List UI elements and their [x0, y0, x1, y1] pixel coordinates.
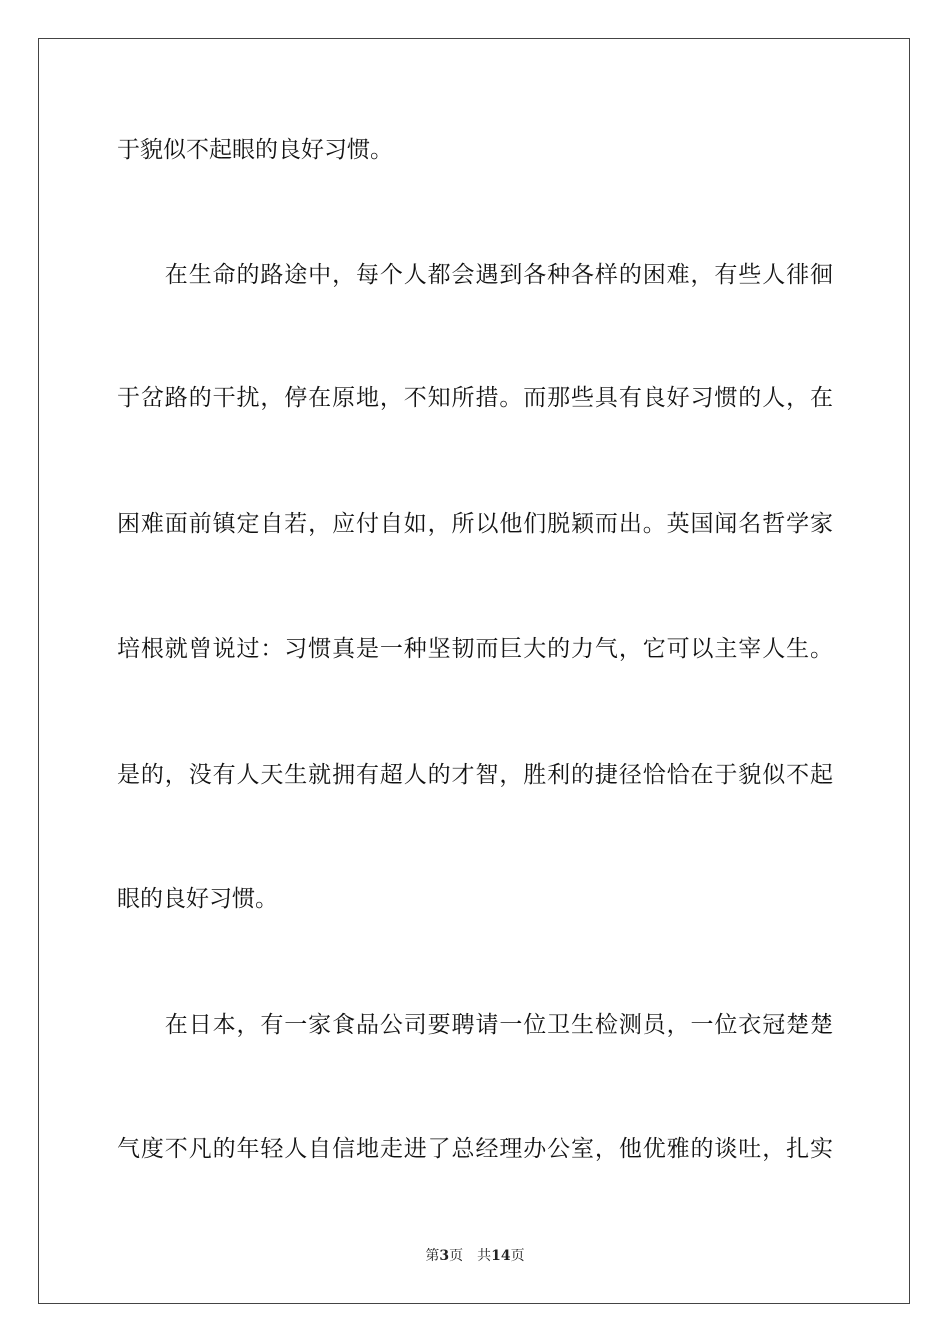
text-line-8: 在日本，有一家食品公司要聘请一位卫生检测员，一位衣冠楚楚	[117, 1012, 833, 1038]
total-suffix: 页	[510, 1248, 525, 1264]
text-line-7: 眼的良好习惯。	[117, 886, 278, 912]
text-line-6: 是的，没有人天生就拥有超人的才智，胜利的捷径恰恰在于貌似不起	[117, 762, 833, 788]
page-number: 3	[439, 1248, 450, 1264]
page-footer	[0, 1247, 950, 1265]
total-prefix: 共	[477, 1248, 492, 1264]
total-pages: 14	[491, 1248, 511, 1264]
text-line-2: 在生命的路途中，每个人都会遇到各种各样的困难，有些人徘徊	[117, 262, 833, 288]
page-suffix: 页	[449, 1248, 464, 1264]
text-line-5: 培根就曾说过：习惯真是一种坚韧而巨大的力气，它可以主宰人生。	[117, 636, 833, 662]
page-prefix: 第	[425, 1248, 440, 1264]
text-line-1: 于貌似不起眼的良好习惯。	[117, 137, 393, 163]
page-border	[38, 38, 910, 1304]
text-line-3: 于岔路的干扰，停在原地，不知所措。而那些具有良好习惯的人，在	[117, 385, 833, 411]
text-line-9: 气度不凡的年轻人自信地走进了总经理办公室，他优雅的谈吐，扎实	[117, 1136, 833, 1162]
text-line-4: 困难面前镇定自若，应付自如，所以他们脱颖而出。英国闻名哲学家	[117, 511, 833, 537]
